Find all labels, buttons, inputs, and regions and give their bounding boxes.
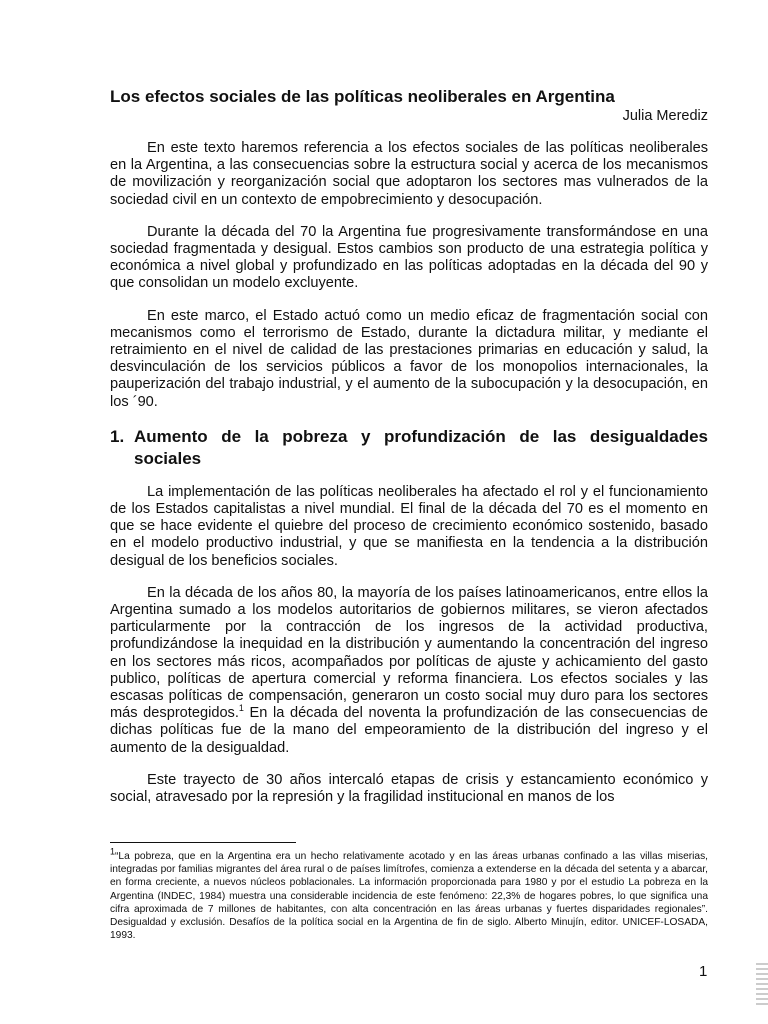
- footnote-reference[interactable]: 1: [238, 703, 244, 714]
- section-number: 1.: [110, 426, 125, 446]
- section-title: Aumento de la pobreza y profundización de las desigualdades sociales: [134, 426, 708, 468]
- section-paragraph-3: Este trayecto de 30 años intercaló etapas de crisis y estancamiento económico y social, atravesado por la represión y la fragilidad institucional en manos de los: [110, 771, 708, 806]
- section-paragraph-1: La implementación de las políticas neoliberales ha afectado el rol y el funcionamiento de los Estados capitalistas a nivel mundial. El final de la década del 70 es el momento en que se hace evidente el quiebre del proceso de crecimiento económico sostenido, basado en el modelo productivo industrial, y que se manifiesta en la tendencia a la distribución desigual de los beneficios sociales.: [110, 483, 708, 569]
- section-heading: [110, 426, 708, 470]
- intro-paragraph-1: En este texto haremos referencia a los efectos sociales de las políticas neoliberales en la Argentina, a las consecuencias sobre la estructura social y acerca de los mecanismos de movilización y reorganización social que adoptaron los sectores mas vulnerados de la sociedad civil en un contexto de empobrecimiento y desocupación.: [110, 140, 708, 208]
- intro-paragraph-3: En este marco, el Estado actuó como un medio eficaz de fragmentación social con mecanismos como el terrorismo de Estado, durante la dictadura militar, y mediante el retraimiento en el nivel de calidad de las prestaciones primarias en educación y salud, la desvinculación de los servicios públicos a favor de los monopolios internacionales, la pauperización del trabajo industrial, y el aumento de la subocupación y la desocupación, en los ´90.: [110, 307, 708, 410]
- page-stack-icon: [754, 960, 768, 1016]
- document-title: Los efectos sociales de las políticas neoliberales en Argentina: [110, 87, 615, 106]
- footnote-text: “La pobreza, que en la Argentina era un hecho relativamente acotado y en las áreas urbanas confinado a las villas miserias, integradas por familias migrantes del área rural o de países limítrofes, comienza a extenderse en la década del setenta y a abarcar, en forma creciente, a nuevos núcleos poblacionales. La información proporcionada para 1980 y por el estudio La pobreza en la Argentina (INDEC, 1984) muestra una considerable incidencia de este fenómeno: 22,3% de hogares pobres, lo que significa una cifra aproximada de 7 millones de habitantes, con alta concentración en las áreas urbanas y fuertes disparidades regionales”. Desigualdad y exclusión. Desafíos de la política social en la Argentina de fin de siglo. Alberto Minujín, editor. UNICEF-LOSADA, 1993.: [110, 851, 708, 942]
- paragraph-text: En la década de los años 80, la mayoría de los países latinoamericanos, entre ellos la Argentina sumado a los modelos autoritarios de gobiernos militares, se vieron afectados particularmente por la contracción de los ingresos de la actividad productiva, profundizándose la inequidad en la distribución y aumentando la concentración del ingreso en los sectores más ricos, acompañados por políticas de ajuste y achicamiento del gasto publico, políticas de apertura comercial y reforma financiera. Los efectos sociales y las escasas políticas de compensación, generaron un costo social muy duro para los sectores más desprotegidos.: [110, 584, 708, 722]
- author-name: Julia Merediz: [622, 108, 708, 124]
- intro-paragraph-2: Durante la década del 70 la Argentina fue progresivamente transformándose en una sociedad fragmentada y desigual. Estos cambios son producto de una estrategia política y económica a nivel global y profundizado en las políticas adoptadas en la década del 90 y que consolidan un modelo excluyente.: [110, 223, 708, 292]
- footnote-marker: 1: [110, 846, 116, 857]
- footnote: [110, 846, 708, 942]
- document-page: [110, 86, 708, 821]
- footnote-separator: [110, 842, 296, 843]
- section-paragraph-2: [110, 585, 708, 757]
- page-number: 1: [699, 963, 708, 980]
- paragraph-text-continued: En la década del noventa la profundización de las consecuencias de dichas políticas fue de la mano del empeoramiento de la distribución del ingreso y el aumento de la desigualdad.: [110, 705, 708, 756]
